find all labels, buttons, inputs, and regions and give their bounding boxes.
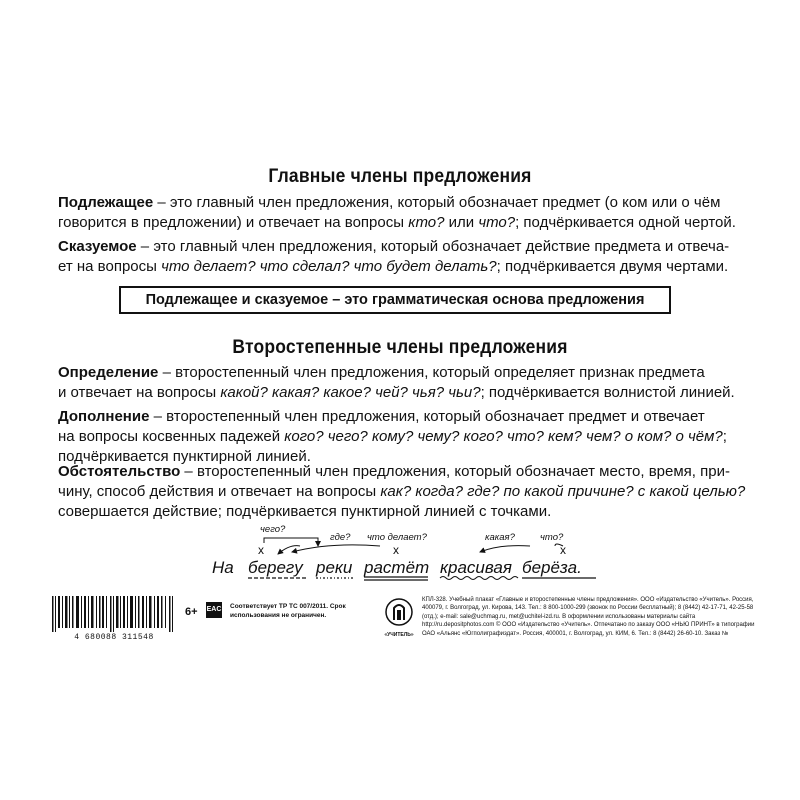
adverbial-text-1: – второстепенный член предложения, который обозначает место, время, при-: [180, 463, 730, 480]
adverbial-text-3: совершается действие; подчёркивается пунктирной линией с точками.: [58, 503, 552, 520]
object-text-1: – второстепенный член предложения, который обозначает предмет и отвечает: [149, 408, 705, 425]
arrow-kakaya: [480, 546, 530, 552]
word-reki: реки: [316, 558, 353, 577]
subject-text-1: – это главный член предложения, который обозначает предмет (о ком или о чём: [153, 194, 721, 211]
question-chto-delaet: что делает?: [367, 532, 427, 543]
object-term: Дополнение: [58, 408, 150, 425]
eac-mark-icon: EAC: [206, 602, 222, 618]
age-rating: 6+: [185, 606, 198, 618]
subject-text-3: ; подчёркивается одной чертой.: [515, 214, 736, 231]
adverbial-term: Обстоятельство: [58, 463, 181, 480]
attribute-text-3: ; подчёркивается волнистой линией.: [480, 384, 735, 401]
arrow-berегu-link: [278, 546, 300, 554]
question-chto: что?: [540, 532, 564, 543]
object-text-3: ;: [722, 428, 727, 445]
cross-marker-2: x: [393, 543, 399, 557]
barcode-icon: [50, 596, 178, 632]
question-kakaya: какая?: [485, 532, 515, 543]
question-chego: чего?: [260, 524, 286, 535]
attribute-text-1: – второстепенный член предложения, который определяет признак предмета: [158, 364, 705, 381]
imprint-text: КПЛ-328. Учебный плакат «Главные и второстепенные члены предложения». ООО «Издательство «Учитель». Россия, 400079, г. Волгоград, ул. Кирова, 143. Тел.: 8 800-1000-299 (звонок по России бесплатный); 8 (8442) 42-17-71, 42-25-58 (отд.); e-mail: sale@uchmag.ru, met@uchitel-izd.ru. В оформлении использованы материалы сайта http://ru.depositphotos.com © ООО «Издательство «Учитель». Отпечатано по заказу ООО «НЬЮ ПРИНТ» в типографии ОАО «Альянс «Югполиграфиздат». Россия, 400001, г. Волгоград, ул. КИМ, 6. Тел.: 8 (8442) 26-60-10. Заказ №: [422, 597, 755, 637]
predicate-text-1: – это главный член предложения, который обозначает действие предмета и отвеча-: [136, 238, 730, 255]
object-text-4: подчёркивается пунктирной линией.: [58, 448, 311, 465]
adverbial-definition: [58, 462, 758, 522]
adverbial-text-2: чину, способ действия и отвечает на вопросы: [58, 483, 381, 500]
subject-text-mid: или: [444, 214, 479, 231]
main-heading: Главные члены предложения: [268, 166, 532, 187]
predicate-definition: [58, 237, 758, 277]
word-rastyot: растёт: [364, 558, 430, 577]
attribute-text-2: и отвечает на вопросы: [58, 384, 221, 401]
predicate-text-3: ; подчёркивается двумя чертами.: [496, 258, 729, 275]
attribute-questions: какой? какая? какое? чей? чья? чьи?: [220, 384, 481, 401]
cross-marker-1: x: [258, 543, 264, 557]
subject-definition: [58, 193, 758, 233]
publisher-logo-icon: [384, 596, 414, 632]
footer: [50, 594, 770, 646]
word-na: На: [212, 558, 234, 577]
arrow-chego: [264, 538, 318, 546]
adverbial-questions: как? когда? где? по какой причине? с какой целью?: [380, 483, 746, 500]
word-beryoza: берёза.: [522, 558, 582, 577]
grammatical-basis-box: Подлежащее и сказуемое – это грамматическая основа предложения: [119, 286, 671, 314]
object-text-2: на вопросы косвенных падежей: [58, 428, 285, 445]
predicate-term: Сказуемое: [58, 238, 137, 255]
barcode-number: 4 680088 311548: [74, 633, 154, 642]
publisher-logo-text: «УЧИТЕЛЬ»: [384, 632, 414, 638]
attribute-definition: [58, 363, 758, 403]
subject-term: Подлежащее: [58, 194, 154, 211]
example-sentence-diagram: [200, 520, 620, 584]
arrow-gde: [292, 545, 380, 552]
predicate-questions: что делает? что сделал? что будет делать?: [161, 258, 497, 275]
predicate-text-2: ет на вопросы: [58, 258, 162, 275]
object-questions: кого? чего? кому? чему? кого? что? кем? чем? о ком? о чём?: [284, 428, 723, 445]
subject-text-2: говорится в предложении) и отвечает на вопросы: [58, 214, 409, 231]
subject-question-1: кто?: [408, 214, 445, 231]
subject-question-2: что?: [478, 214, 516, 231]
question-gde: где?: [330, 532, 351, 543]
attribute-term: Определение: [58, 364, 159, 381]
word-krasivaya: красивая: [440, 558, 512, 577]
secondary-heading: Второстепенные члены предложения: [232, 337, 568, 358]
word-beregu: берегу: [248, 558, 303, 577]
object-definition: [58, 407, 758, 467]
certification-text: Соответствует ТР ТС 007/2011. Срок использования не ограничен.: [230, 603, 346, 619]
cross-marker-3: x: [560, 543, 566, 557]
